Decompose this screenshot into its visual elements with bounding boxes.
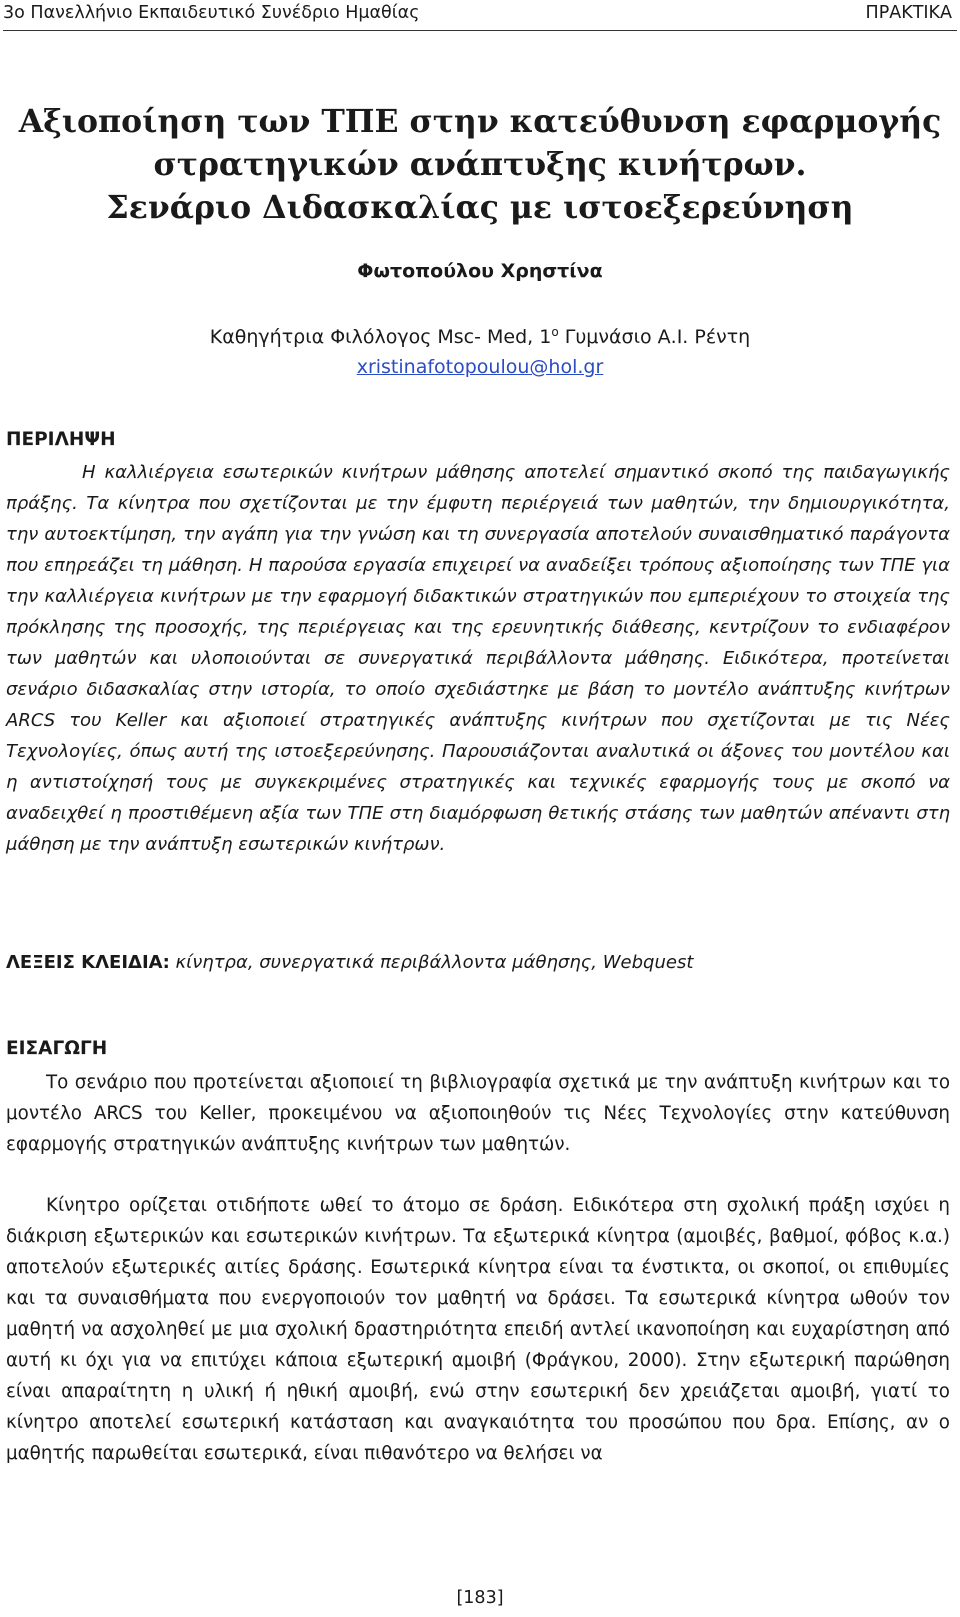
author-name: Φωτοπούλου Χρηστίνα: [357, 260, 603, 282]
affiliation-text-a: Καθηγήτρια Φιλόλογος Msc- Med, 1: [209, 326, 552, 348]
introduction-paragraph-2: Κίνητρο ορίζεται οτιδήποτε ωθεί το άτομο σε δράση. Ειδικότερα στη σχολική πράξη ισχύει η διάκριση εξωτερικών και εσωτερικών κινήτρων. Τα εξωτερικά κίνητρα (αμοιβές, βαθμοί, φόβος κ.α.) αποτελούν εξωτερικές αιτίες δράσης. Εσωτερικά κίνητρα είναι τα ένστικτα, οι σκοποί, οι επιθυμίες και τα συναισθήματα που ενεργοποιούν τον μαθητή να δράσει. Τα εσωτερικά κίνητρα ωθούν τον μαθητή να ασχοληθεί με μια σχολική δραστηριότητα επειδή αντλεί ικανοποίηση και ευχαρίστηση από αυτή κι όχι για να επιτύχει κάποια εξωτερική αμοιβή (Φράγκου, 2000). Στην εξωτερική παρώθηση είναι απαραίτητη η υλική ή ηθική αμοιβή, ενώ στην εσωτερική δεν χρειάζεται αμοιβή, γιατί το κίνητρο αποτελεί εσωτερική κατάσταση και αναγκαιότητα του προσώπου που δρα. Επίσης, αν ο μαθητής παρωθείται εσωτερικά, είναι πιθανότερο να θελήσει να: [6, 1195, 950, 1464]
paper-title: [0, 100, 960, 229]
author-affiliation: [0, 325, 960, 348]
title-line-2: στρατηγικών ανάπτυξης κινήτρων.: [153, 146, 807, 183]
introduction-heading: ΕΙΣΑΓΩΓΗ: [6, 1038, 108, 1059]
author-email-link[interactable]: xristinafotopoulou@hol.gr: [356, 356, 604, 378]
title-line-1: Αξιοποίηση των ΤΠΕ στην κατεύθυνση εφαρμογής: [18, 103, 942, 140]
abstract-heading: ΠΕΡΙΛΗΨΗ: [6, 429, 116, 450]
abstract-text: Η καλλιέργεια εσωτερικών κινήτρων μάθησης αποτελεί σημαντικό σκοπό της παιδαγωγικής πράξης. Τα κίνητρα που σχετίζονται με την έμφυτη περιέργειά των μαθητών, την δημιουργικότητα, την αυτοεκτίμηση, την αγάπη για την γνώση και τη συνεργασία αποτελούν συναισθηματικό παράγοντα που επηρεάζει τη μάθηση. Η παρούσα εργασία επιχειρεί να αναδείξει τρόπους αξιοποίησης των ΤΠΕ για την καλλιέργεια κινήτρων με την εφαρμογή διδακτικών στρατηγικών που εμπεριέχουν το στοιχεία της πρόκλησης της προσοχής, της περιέργειας και της ερευνητικής διάθεσης, κεντρίζουν το ενδιαφέρον των μαθητών και υλοποιούνται σε συνεργατικά περιβάλλοντα μάθησης. Ειδικότερα, προτείνεται σενάριο διδασκαλίας στην ιστορία, το οποίο σχεδιάστηκε με βάση το μοντέλο ανάπτυξης κινήτρων ARCS του Keller και αξιοποιεί στρατηγικές ανάπτυξης κινήτρων που σχετίζονται με τις Νέες Τεχνολογίες, όπως αυτή της ιστοεξερεύνησης. Παρουσιάζονται αναλυτικά οι άξονες του μοντέλου και η αντιστοίχησή τους με συγκεκριμένες στρατηγικές και τεχνικές εφαρμογής τους με σκοπό να αναδειχθεί η προστιθέμενη αξία των ΤΠΕ στη διαμόρφωση θετικής στάσης των μαθητών απέναντι στη μάθηση με την ανάπτυξη εσωτερικών κινήτρων.: [6, 462, 950, 855]
affiliation-text-b: Γυμνάσιο Α.Ι. Ρέντη: [558, 326, 751, 348]
conference-name: 3ο Πανελλήνιο Εκπαιδευτικό Συνέδριο Ημαθίας: [3, 3, 420, 23]
keywords: [6, 952, 693, 973]
introduction-paragraph-1: Το σενάριο που προτείνεται αξιοποιεί τη βιβλιογραφία σχετικά με την ανάπτυξη κινήτρων και το μοντέλο ARCS του Keller, προκειμένου να αξιοποιηθούν τις Νέες Τεχνολογίες στην κατεύθυνση εφαρμογής στρατηγικών ανάπτυξης κινήτρων των μαθητών.: [6, 1072, 950, 1155]
header-divider: [3, 30, 957, 31]
page-number: [183]: [456, 1588, 504, 1608]
page-header: [0, 0, 960, 30]
keywords-label: ΛΕΞΕΙΣ ΚΛΕΙΔΙΑ:: [6, 952, 170, 973]
title-line-3: Σενάριο Διδασκαλίας με ιστοεξερεύνηση: [106, 189, 854, 226]
proceedings-label: ΠΡΑΚΤΙΚΑ: [865, 3, 952, 23]
affiliation-superscript: ο: [551, 325, 559, 339]
keywords-text: κίνητρα, συνεργατικά περιβάλλοντα μάθησης, Webquest: [175, 952, 694, 973]
